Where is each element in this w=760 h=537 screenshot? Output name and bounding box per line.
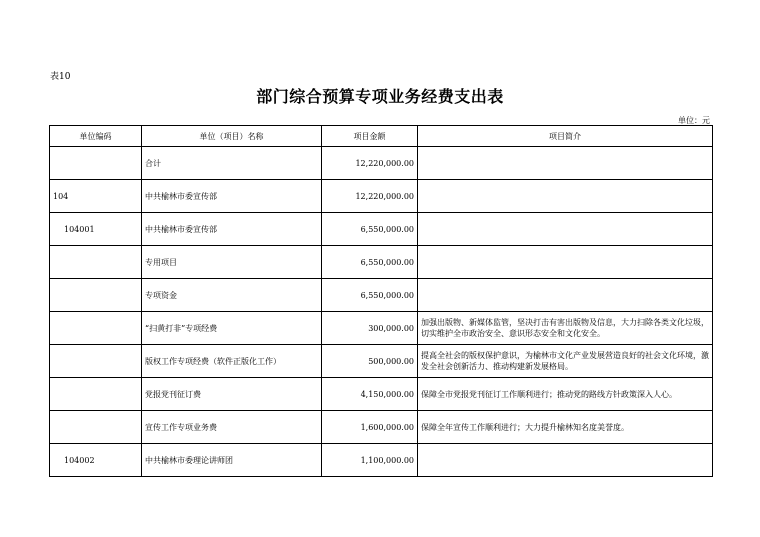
unit-label: 单位：元	[678, 116, 710, 125]
unit-name-cell: 专用项目	[142, 246, 322, 279]
column-header-unit-name: 单位（项目）名称	[142, 126, 322, 147]
description-cell: 提高全社会的版权保护意识，为榆林市文化产业发展营造良好的社会文化环境，激发全社会创新活力、推动构建新发展格局。	[418, 345, 713, 378]
unit-code-cell	[50, 312, 142, 345]
table-row	[50, 378, 713, 411]
amount-cell: 1,100,000.00	[322, 444, 418, 477]
table-row	[50, 444, 713, 477]
table-row	[50, 246, 713, 279]
amount-cell: 6,550,000.00	[322, 246, 418, 279]
table-row	[50, 312, 713, 345]
amount-cell: 6,550,000.00	[322, 213, 418, 246]
table-row	[50, 147, 713, 180]
unit-code-cell	[50, 378, 142, 411]
table-row	[50, 180, 713, 213]
document-title: 部门综合预算专项业务经费支出表	[256, 87, 504, 106]
unit-name-cell: 宣传工作专项业务费	[142, 411, 322, 444]
unit-code-cell: 104	[50, 180, 142, 213]
amount-cell: 300,000.00	[322, 312, 418, 345]
description-cell: 保障全年宣传工作顺利进行；大力提升榆林知名度美誉度。	[418, 411, 713, 444]
amount-cell: 12,220,000.00	[322, 147, 418, 180]
table-row	[50, 411, 713, 444]
unit-name-cell: “扫黄打非”专项经费	[142, 312, 322, 345]
description-cell	[418, 246, 713, 279]
unit-name-cell: 中共榆林市委宣传部	[142, 180, 322, 213]
amount-cell: 1,600,000.00	[322, 411, 418, 444]
amount-cell: 4,150,000.00	[322, 378, 418, 411]
unit-code-cell	[50, 279, 142, 312]
table-number: 表10	[50, 72, 71, 82]
column-header-unit-code: 单位编码	[50, 126, 142, 147]
unit-code-cell	[50, 411, 142, 444]
table-row	[50, 213, 713, 246]
table-row	[50, 345, 713, 378]
table-header-row	[50, 126, 713, 147]
description-cell	[418, 279, 713, 312]
amount-cell: 500,000.00	[322, 345, 418, 378]
amount-cell: 12,220,000.00	[322, 180, 418, 213]
description-cell: 保障全市党报党刊征订工作顺利进行；推动党的路线方针政策深入人心。	[418, 378, 713, 411]
unit-code-cell	[50, 147, 142, 180]
description-cell	[418, 180, 713, 213]
budget-table	[49, 125, 713, 477]
description-cell	[418, 147, 713, 180]
unit-name-cell: 专项资金	[142, 279, 322, 312]
description-cell: 加强出版物、新媒体监管，坚决打击有害出版物及信息，大力扫除各类文化垃圾，切实维护全市政治安全、意识形态安全和文化安全。	[418, 312, 713, 345]
unit-name-cell: 党报党刊征订费	[142, 378, 322, 411]
amount-cell: 6,550,000.00	[322, 279, 418, 312]
description-cell	[418, 213, 713, 246]
unit-name-cell: 中共榆林市委宣传部	[142, 213, 322, 246]
column-header-amount: 项目金额	[322, 126, 418, 147]
description-cell	[418, 444, 713, 477]
unit-code-cell: 104002	[50, 444, 142, 477]
unit-name-cell: 中共榆林市委理论讲师团	[142, 444, 322, 477]
unit-code-cell: 104001	[50, 213, 142, 246]
unit-code-cell	[50, 246, 142, 279]
unit-code-cell	[50, 345, 142, 378]
unit-name-cell: 合计	[142, 147, 322, 180]
table-row	[50, 279, 713, 312]
column-header-description: 项目简介	[418, 126, 713, 147]
unit-name-cell: 版权工作专项经费（软件正版化工作）	[142, 345, 322, 378]
